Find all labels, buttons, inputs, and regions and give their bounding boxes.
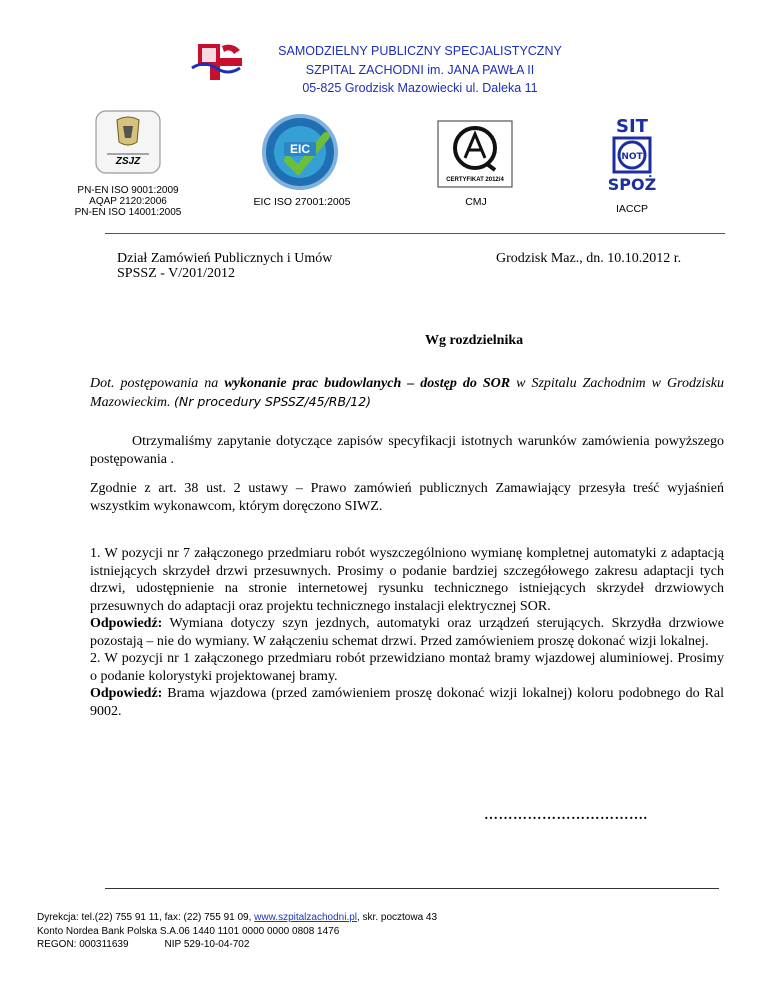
cmj-logo-text: CERTYFIKAT 2012/4 [446, 177, 504, 183]
subject-prefix: Dot. postępowania na [90, 376, 225, 391]
footer-contact-prefix: Dyrekcja: tel.(22) 755 91 11, fax: (22) 755 91 09, [37, 912, 255, 923]
footer-contact-suffix: , skr. pocztowa 43 [357, 912, 438, 923]
eic-iso-label: EIC ISO 27001:2005 [253, 196, 351, 208]
iaccp-label: IACCP [615, 203, 649, 215]
footer-divider [105, 888, 719, 889]
footer [37, 911, 437, 952]
hospital-name-line2: SZPITAL ZACHODNI im. JANA PAWŁA II [305, 62, 535, 77]
hospital-address: 05-825 Grodzisk Mazowiecki ul. Daleka 11 [302, 81, 538, 95]
paragraph-inquiry: Otrzymaliśmy zapytanie dotyczące zapisów specyfikacji istotnych warunków zamówienia powyższego postępowania . [90, 434, 724, 467]
subject-bold: wykonanie prac budowlanych – dostęp do SOR [224, 376, 511, 391]
zsjz-logo-text: ZSJZ [115, 156, 141, 167]
footer-regon: REGON: 000311639 [37, 939, 129, 950]
answer-1 [90, 615, 724, 650]
website-link[interactable]: www.szpitalzachodni.pl [254, 912, 357, 923]
footer-ids [37, 938, 437, 952]
recipient: Wg rozdzielnika [425, 333, 524, 348]
place-and-date: Grodzisk Maz., dn. 10.10.2012 r. [496, 251, 682, 266]
hospital-name-block [270, 42, 570, 98]
svg-text:NOT: NOT [621, 152, 643, 162]
answer-1-text: Wymiana dotyczy szyn jezdnych, automatyki oraz urządzeń sterujących. Skrzydła drzwiowe pozostają – nie do wymiany. W załączeniu schemat drzwi. Przed zamówieniem proszę dokonać wizji lokalnej. [90, 616, 724, 649]
cmj-label: CMJ [465, 196, 487, 208]
footer-bank-account: Konto Nordea Bank Polska S.A.06 1440 1101 0000 0000 0808 1476 [37, 925, 340, 937]
eic-logo-text: EIC [289, 142, 310, 156]
svg-text:SIT: SIT [616, 116, 648, 137]
answer-2 [90, 685, 724, 720]
question-2: 2. W pozycji nr 1 załączonego przedmiaru robót przewidziano montaż bramy wjazdowej aluminiowej. Prosimy o podanie kolorystyki projektowanej bramy. [90, 651, 724, 684]
hospital-logo [190, 40, 248, 84]
reference-number: SPSSZ - V/201/2012 [117, 266, 235, 281]
questions-answers [90, 545, 724, 720]
eic-certificate-logo [260, 112, 340, 192]
zsjz-certificate-logo [95, 110, 161, 174]
department-name: Dział Zamówień Publicznych i Umów [117, 251, 333, 266]
header-divider [105, 233, 725, 234]
signature-placeholder: ……………………………. [484, 808, 648, 823]
subject-line [90, 375, 724, 412]
footer-nip: NIP 529-10-04-702 [164, 939, 250, 950]
cmj-certificate-logo [437, 120, 513, 188]
question-1: 1. W pozycji nr 7 załączonego przedmiaru robót wyszczególniono wymianę kompletnej automatyki z adaptacją istniejących skrzydeł drzwi przesuwnych. Prosimy o podanie bardziej szczegółowego zakresu adaptacji tych drzwi, udostępnienie na stronie internetowej rysunku technicznego istniejących skrzydeł drzwiowych przesuwnych do adaptacji oraz projektu technicznego instalacji elektrycznej SOR. [90, 546, 724, 614]
subject-suffix: w Szpitalu Zachodnim w Grodzisku Mazowieckim. [90, 376, 724, 410]
sit-spoz-certificate-logo [606, 112, 658, 194]
paragraph-legal-basis: Zgodnie z art. 38 ust. 2 ustawy – Prawo zamówień publicznych Zamawiający przesyła treść wyjaśnień wszystkim wykonawcom, którym doręczono SIWZ. [90, 481, 724, 514]
hospital-name-line1: SAMODZIELNY PUBLICZNY SPECJALISTYCZNY [278, 44, 562, 58]
iso-9001-label: PN-EN ISO 9001:2009 AQAP 2120:2006 PN-EN ISO 14001:2005 [74, 185, 182, 218]
footer-contact-line [37, 911, 437, 925]
procedure-number: (Nr procedury SPSSZ/45/RB/12) [173, 394, 372, 409]
answer-2-label: Odpowiedź: [90, 686, 163, 701]
answer-2-text: Brama wjazdowa (przed zamówieniem proszę dokonać wizji lokalnej) koloru podobnego do Ral 9002. [90, 686, 724, 719]
answer-1-label: Odpowiedź: [90, 616, 163, 631]
svg-text:SPOŻ: SPOŻ [607, 175, 657, 194]
